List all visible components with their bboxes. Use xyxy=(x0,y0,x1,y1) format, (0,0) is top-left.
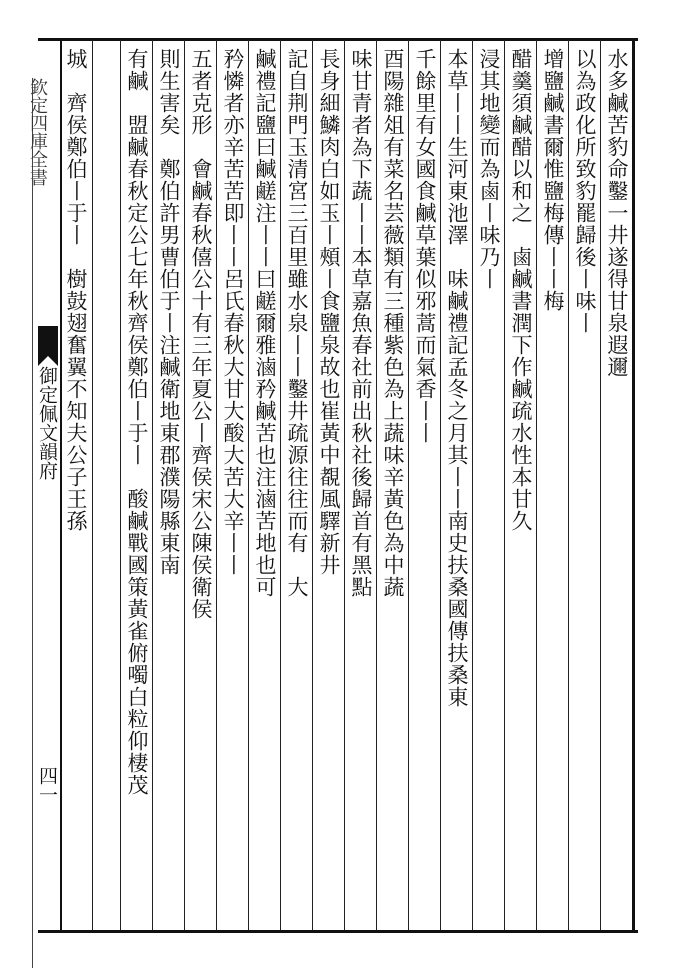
frame-bottom-border xyxy=(38,930,638,933)
text-column-9: 味甘青者為下蔬丨丨本草嘉魚春社前出秋社後歸首有黑點 xyxy=(349,48,373,598)
text-column-8: 酉陽雜俎有菜名芸薇類有三種紫色為上蔬味辛黃色為中蔬 xyxy=(381,48,405,598)
text-column-6: 本草丨丨生河東池澤 味鹹禮記孟冬之月其丨丨南史扶桑國傳扶桑東 xyxy=(445,48,469,708)
page-margin-strip xyxy=(4,38,58,933)
page-number: 四一 xyxy=(36,766,58,804)
book-title: 御定佩文韻府 xyxy=(36,366,58,480)
text-column-10: 長身細鱗肉白如玉丨頰丨食鹽泉故也崔黃中覩風驛新井 xyxy=(317,48,341,576)
text-column-7: 千餘里有女國食鹹草葉似邪蒿而氣香丨丨 xyxy=(413,48,437,444)
column-rule xyxy=(92,40,93,930)
frame-top-border xyxy=(38,38,638,41)
text-column-1: 水多鹹苦豹命鑿一井遂得甘泉遐邇 xyxy=(605,48,629,378)
text-column-17: 城 齊侯鄭伯丨于丨 樹鼓翅奮翼不知夫公子王孫 xyxy=(64,48,88,532)
fish-tail-mark-icon xyxy=(38,326,58,356)
text-column-4: 醋羹須鹹醋以和之 鹵鹹書潤下作鹹疏水性本甘久 xyxy=(509,48,533,532)
text-column-15: 則生害矣 鄭伯許男曹伯于丨注鹹衛地東郡濮陽縣東南 xyxy=(157,48,181,576)
fish-tail-notch-icon xyxy=(38,356,58,366)
collection-title: 欽定四庫全書 xyxy=(27,78,48,186)
text-column-11: 記自荆門玉清宮三百里雖水泉丨丨鑿井疏源往往而有 大 xyxy=(285,48,309,598)
text-column-12: 鹹禮記鹽曰鹹鹺注丨丨曰鹺爾雅滷矜鹹苦也注滷苦地也可 xyxy=(253,48,277,598)
text-column-3: 增鹽鹹書爾惟鹽梅傳丨丨梅 xyxy=(541,48,565,312)
text-column-13: 矜憐者亦辛苦苦即丨丨呂氏春秋大甘大酸大苦大辛丨丨 xyxy=(221,48,245,576)
text-column-14: 五者克形 會鹹春秋僖公十有三年夏公丨齊侯宋公陳侯衛侯 xyxy=(189,48,213,620)
text-column-16: 有鹹 盟鹹春秋定公七年秋齊侯鄭伯丨于丨 酸鹹戰國策黃雀俯噣白粒仰棲茂 xyxy=(125,48,149,796)
text-column-5: 浸其地變而為鹵丨味乃丨 xyxy=(477,48,501,290)
text-column-2: 以為政化所致豹罷歸後丨味丨 xyxy=(573,48,597,334)
